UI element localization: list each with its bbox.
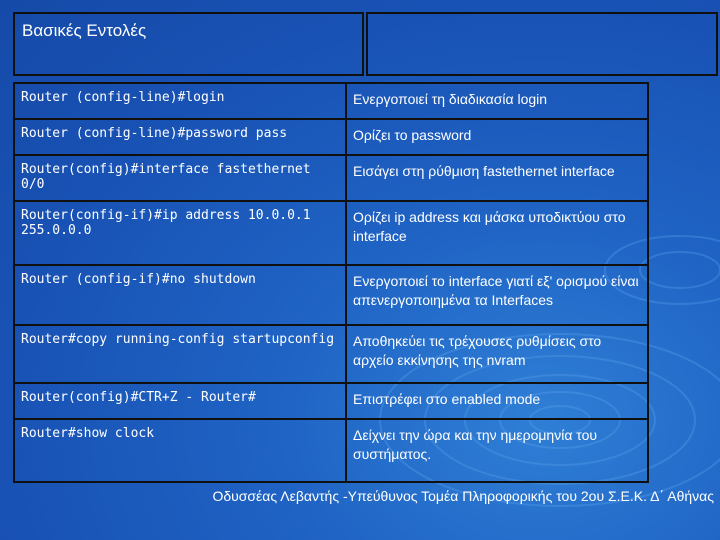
description-cell: Ενεργοποιεί το interface γιατί εξ' ορισμού είναι απενεργοποιημένα τα Interfaces	[346, 265, 648, 325]
table-row	[14, 201, 648, 265]
table-row	[14, 265, 648, 325]
command-cell: Router (config-line)#login	[14, 83, 346, 119]
table-row	[14, 383, 648, 419]
title-box	[13, 12, 364, 76]
description-cell: Ορίζει ip address και μάσκα υποδικτύου στο interface	[346, 201, 648, 265]
footer-credit: Οδυσσέας Λεβαντής -Υπεύθυνος Τομέα Πληροφορικής του 2ου Σ.Ε.Κ. Δ΄ Αθήνας	[212, 488, 714, 504]
command-cell: Router (config-if)#no shutdown	[14, 265, 346, 325]
table-row	[14, 83, 648, 119]
command-cell: Router#copy running-config startupconfig	[14, 325, 346, 383]
description-cell: Εισάγει στη ρύθμιση fastethernet interface	[346, 155, 648, 201]
empty-header-box	[366, 12, 718, 76]
description-cell: Επιστρέφει στο enabled mode	[346, 383, 648, 419]
command-cell: Router(config-if)#ip address 10.0.0.1 255.0.0.0	[14, 201, 346, 265]
command-cell: Router(config)#interface fastethernet 0/0	[14, 155, 346, 201]
page-title: Βασικές Εντολές	[22, 21, 147, 40]
commands-table	[13, 82, 649, 483]
table-row	[14, 119, 648, 155]
table-row	[14, 155, 648, 201]
description-cell: Αποθηκεύει τις τρέχουσες ρυθμίσεις στο αρχείο εκκίνησης της nvram	[346, 325, 648, 383]
description-cell: Ορίζει το password	[346, 119, 648, 155]
table-row	[14, 419, 648, 482]
command-cell: Router(config)#CTR+Z - Router#	[14, 383, 346, 419]
description-cell: Ενεργοποιεί τη διαδικασία login	[346, 83, 648, 119]
description-cell: Δείχνει την ώρα και την ημερομηνία του συστήματος.	[346, 419, 648, 482]
command-cell: Router (config-line)#password pass	[14, 119, 346, 155]
command-cell: Router#show clock	[14, 419, 346, 482]
table-row	[14, 325, 648, 383]
